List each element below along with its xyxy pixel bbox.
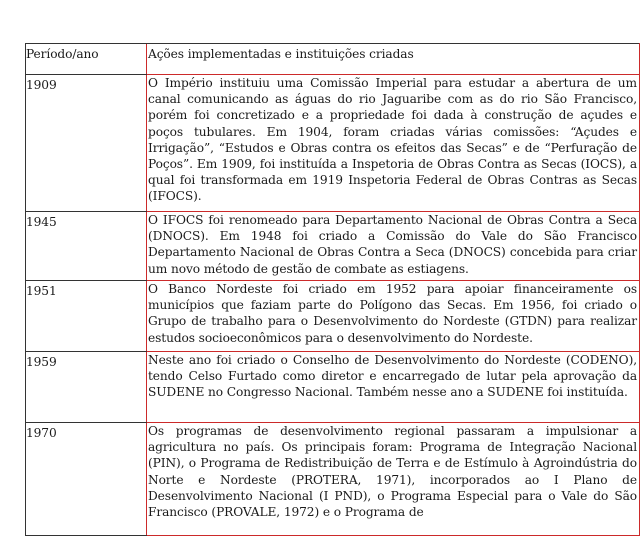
table-row <box>26 75 640 212</box>
history-table <box>25 43 640 536</box>
description-cell: Neste ano foi criado o Conselho de Desenvolvimento do Nordeste (CODENO), tendo Celso Furtado como diretor e encarregado de lutar pela aprovação da SUDENE no Congresso Nacional. Também nesse ano a SUDENE foi instituída. <box>147 352 640 423</box>
table-row <box>26 352 640 423</box>
description-text: Os programas de desenvolvimento regional passaram a impulsionar a agricultura no país. Os principais foram: Programa de Integração Nacional (PIN), o Programa de Redistribuição de Terra e de Estímulo à Agroindústria do Norte e Nordeste (PROTERA, 1971), incorporados ao I Plano de Desenvolvimento Nacional (I PND), o Programa Especial para o Vale do São Francisco (PROVALE, 1972) e o Programa de <box>148 424 637 520</box>
year-cell: 1909 <box>26 75 147 212</box>
description-cell <box>147 423 640 536</box>
year-cell: 1945 <box>26 212 147 281</box>
table-row <box>26 212 640 281</box>
description-cell: O Banco Nordeste foi criado em 1952 para apoiar financeiramente os municípios que faziam parte do Polígono das Secas. Em 1956, foi criado o Grupo de trabalho para o Desenvolvimento do Nordeste (GTDN) para realizar estudos socioeconômicos para o desenvolvimento do Nordeste. <box>147 281 640 352</box>
period-column-header: Período/ano <box>26 44 147 75</box>
table-header-row <box>26 44 640 75</box>
table-row <box>26 423 640 536</box>
year-cell: 1970 <box>26 423 147 536</box>
table-row <box>26 281 640 352</box>
year-cell: 1959 <box>26 352 147 423</box>
description-cell: O Império instituiu uma Comissão Imperial para estudar a abertura de um canal comunicando as águas do rio Jaguaribe com as do rio São Francisco, porém foi concretizado e a propriedade foi dada à construção de açudes e poços tubulares. Em 1904, foram criadas várias comissões: “Açudes e Irrigação”, “Estudos e Obras contra os efeitos das Secas” e de “Perfuração de Poços”. Em 1909, foi instituída a Inspetoria de Obras Contra as Secas (IOCS), a qual foi transformada em 1919 Inspetoria Federal de Obras Contras as Secas (IFOCS). <box>147 75 640 212</box>
description-cell: O IFOCS foi renomeado para Departamento Nacional de Obras Contra a Seca (DNOCS). Em 1948 foi criado a Comissão do Vale do São Francisco Departamento Nacional de Obras Contra a Seca (DNOCS) concebida para criar um novo método de gestão de combate as estiagens. <box>147 212 640 281</box>
actions-column-header: Ações implementadas e instituições criadas <box>147 44 640 75</box>
year-cell: 1951 <box>26 281 147 352</box>
